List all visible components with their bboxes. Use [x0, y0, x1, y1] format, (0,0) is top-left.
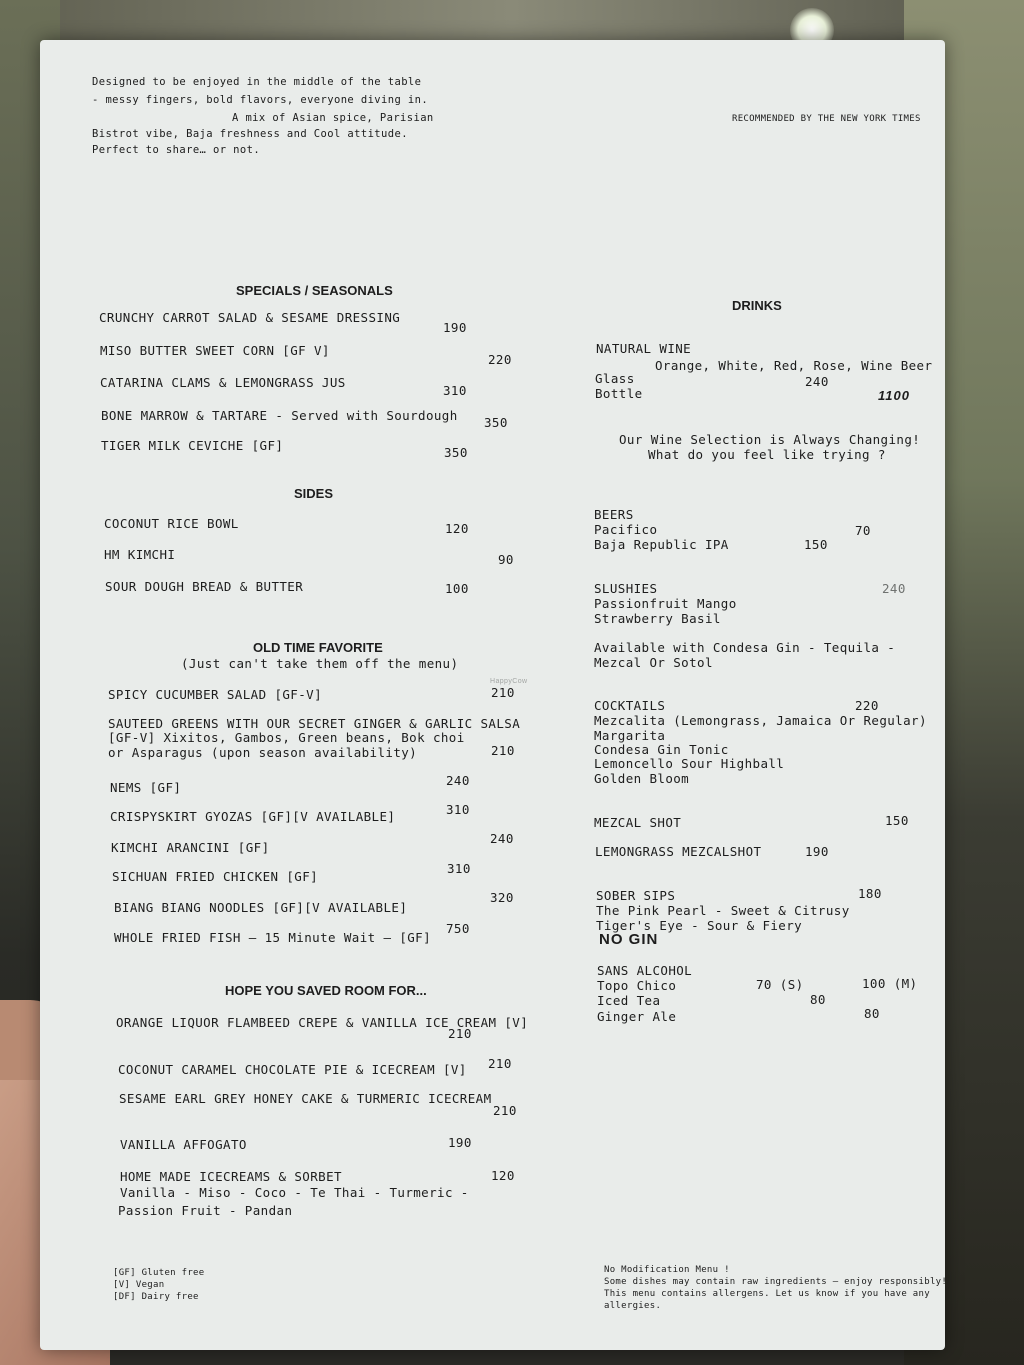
handwritten-no-gin: NO GIN [599, 931, 659, 948]
menu-paper [40, 40, 948, 1350]
menu-item-name: SOUR DOUGH BREAD & BUTTER [105, 579, 304, 594]
menu-item-price: 750 [446, 921, 470, 936]
menu-item-name: CATARINA CLAMS & LEMONGRASS JUS [100, 375, 346, 390]
drink-item: Strawberry Basil [594, 611, 721, 626]
drink-category: BEERS [594, 507, 634, 522]
menu-item-detail: Passion Fruit - Pandan [118, 1203, 293, 1218]
drink-item: Lemoncello Sour Highball [594, 756, 785, 771]
menu-item-price: 350 [444, 445, 468, 460]
drink-note: Mezcal Or Sotol [594, 655, 713, 670]
menu-item-name: TIGER MILK CEVICHE [GF] [101, 438, 284, 453]
section-title-drinks: DRINKS [732, 298, 782, 313]
menu-item-price: 320 [490, 890, 514, 905]
wine-note: What do you feel like trying ? [648, 447, 886, 462]
menu-item-name: VANILLA AFFOGATO [120, 1137, 247, 1152]
menu-item-price: 90 [498, 552, 514, 567]
menu-item-price: 240 [446, 773, 470, 788]
drink-category: NATURAL WINE [596, 341, 692, 356]
drink-price: 80 [810, 992, 826, 1007]
menu-item-detail: or Asparagus (upon season availability) [108, 745, 418, 760]
footer-note: No Modification Menu ! [604, 1265, 730, 1275]
menu-item-name: HM KIMCHI [104, 547, 176, 562]
footer-note: Some dishes may contain raw ingredients — enjoy responsibly! [604, 1277, 948, 1287]
menu-item-price: 210 [491, 743, 515, 758]
drink-item: Pacifico [594, 522, 658, 537]
menu-item-price: 210 [493, 1103, 517, 1118]
menu-item-name: ORANGE LIQUOR FLAMBEED CREPE & VANILLA ICE CREAM [V] [116, 1015, 529, 1030]
menu-item-price: 190 [443, 320, 467, 335]
section-title-sides: SIDES [294, 486, 334, 501]
drink-item: Topo Chico [597, 978, 677, 993]
drink-item: Mezcalita (Lemongrass, Jamaica Or Regular) [594, 713, 927, 728]
menu-item-name: CRISPYSKIRT GYOZAS [GF][V AVAILABLE] [110, 809, 396, 824]
drink-category: SOBER SIPS [596, 888, 676, 903]
menu-item-name: MISO BUTTER SWEET CORN [GF V] [100, 343, 330, 358]
menu-item-price: 120 [491, 1168, 515, 1183]
intro-line: Designed to be enjoyed in the middle of the table [92, 76, 422, 88]
legend-item: [V] Vegan [113, 1280, 165, 1290]
drink-item: Margarita [594, 728, 666, 743]
menu-item-name: BONE MARROW & TARTARE - Served with Sourdough [101, 408, 458, 423]
drink-price: 240 [882, 581, 906, 596]
handwritten-bottle-price: 1100 [878, 388, 910, 403]
menu-item-price: 240 [490, 831, 514, 846]
menu-item-detail: Vanilla - Miso - Coco - Te Thai - Turmeric - [120, 1185, 469, 1200]
drink-item: Condesa Gin Tonic [594, 742, 729, 757]
drink-price: 70 (S) [756, 977, 804, 992]
drink-category: MEZCAL SHOT [594, 815, 682, 830]
drink-item: Bottle [595, 386, 643, 401]
menu-item-price: 120 [445, 521, 469, 536]
menu-item-name: SESAME EARL GREY HONEY CAKE & TURMERIC ICECREAM [119, 1091, 492, 1106]
drink-price: 220 [855, 698, 879, 713]
intro-line: Bistrot vibe, Baja freshness and Cool attitude. [92, 128, 408, 140]
menu-item-price: 310 [447, 861, 471, 876]
menu-item-price: 310 [443, 383, 467, 398]
drink-category: LEMONGRASS MEZCALSHOT [595, 844, 762, 859]
menu-item-price: 210 [491, 685, 515, 700]
drink-category: COCKTAILS [594, 698, 666, 713]
menu-item-name: SICHUAN FRIED CHICKEN [GF] [112, 869, 319, 884]
drink-price: 100 (M) [862, 976, 918, 991]
drink-item: Passionfruit Mango [594, 596, 737, 611]
drink-item: Glass [595, 371, 635, 386]
menu-item-price: 100 [445, 581, 469, 596]
drink-price: 190 [805, 844, 829, 859]
menu-item-name: SAUTEED GREENS WITH OUR SECRET GINGER & GARLIC SALSA [108, 716, 521, 731]
drink-price: 150 [804, 537, 828, 552]
intro-line: Perfect to share… or not. [92, 144, 261, 156]
menu-item-detail: [GF-V] Xixitos, Gambos, Green beans, Bok choi [108, 730, 465, 745]
section-subtitle: (Just can't take them off the menu) [181, 656, 459, 671]
drink-item: Baja Republic IPA [594, 537, 729, 552]
menu-item-price: 210 [448, 1026, 472, 1041]
menu-item-price: 220 [488, 352, 512, 367]
drink-category: SLUSHIES [594, 581, 658, 596]
legend-item: [GF] Gluten free [113, 1268, 205, 1278]
menu-item-name: BIANG BIANG NOODLES [GF][V AVAILABLE] [114, 900, 408, 915]
drink-category: SANS ALCOHOL [597, 963, 693, 978]
drink-price: 180 [858, 886, 882, 901]
section-title-old-time: OLD TIME FAVORITE [253, 640, 383, 655]
drink-price: 240 [805, 374, 829, 389]
wine-note: Our Wine Selection is Always Changing! [619, 432, 921, 447]
drink-item: Tiger's Eye - Sour & Fiery [596, 918, 803, 933]
section-title-specials: SPECIALS / SEASONALS [236, 283, 393, 298]
drink-detail: Orange, White, Red, Rose, Wine Beer [655, 358, 933, 373]
drink-item: The Pink Pearl - Sweet & Citrusy [596, 903, 850, 918]
drink-price: 150 [885, 813, 909, 828]
menu-item-price: 350 [484, 415, 508, 430]
menu-item-name: COCONUT CARAMEL CHOCOLATE PIE & ICECREAM [V] [118, 1062, 467, 1077]
intro-line: A mix of Asian spice, Parisian [232, 112, 434, 124]
recommended-note: RECOMMENDED BY THE NEW YORK TIMES [732, 114, 921, 124]
intro-line: - messy fingers, bold flavors, everyone diving in. [92, 94, 429, 106]
drink-price: 70 [855, 523, 871, 538]
drink-item: Golden Bloom [594, 771, 690, 786]
menu-item-name: SPICY CUCUMBER SALAD [GF-V] [108, 687, 322, 702]
menu-item-name: COCONUT RICE BOWL [104, 516, 239, 531]
drink-note: Available with Condesa Gin - Tequila - [594, 640, 896, 655]
footer-note: This menu contains allergens. Let us know if you have any [604, 1289, 930, 1299]
drink-item: Iced Tea [597, 993, 661, 1008]
footer-note: allergies. [604, 1301, 662, 1311]
legend-item: [DF] Dairy free [113, 1292, 199, 1302]
section-title-dessert: HOPE YOU SAVED ROOM FOR... [225, 983, 427, 998]
menu-item-name: HOME MADE ICECREAMS & SORBET [120, 1169, 342, 1184]
menu-item-name: KIMCHI ARANCINI [GF] [111, 840, 270, 855]
drink-price: 80 [864, 1006, 880, 1021]
menu-item-name: NEMS [GF] [110, 780, 182, 795]
drink-item: Ginger Ale [597, 1009, 677, 1024]
menu-item-price: 190 [448, 1135, 472, 1150]
menu-item-price: 310 [446, 802, 470, 817]
menu-item-name: CRUNCHY CARROT SALAD & SESAME DRESSING [99, 310, 401, 325]
menu-item-price: 210 [488, 1056, 512, 1071]
watermark: HappyCow [490, 678, 528, 685]
menu-item-name: WHOLE FRIED FISH — 15 Minute Wait — [GF] [114, 930, 432, 945]
